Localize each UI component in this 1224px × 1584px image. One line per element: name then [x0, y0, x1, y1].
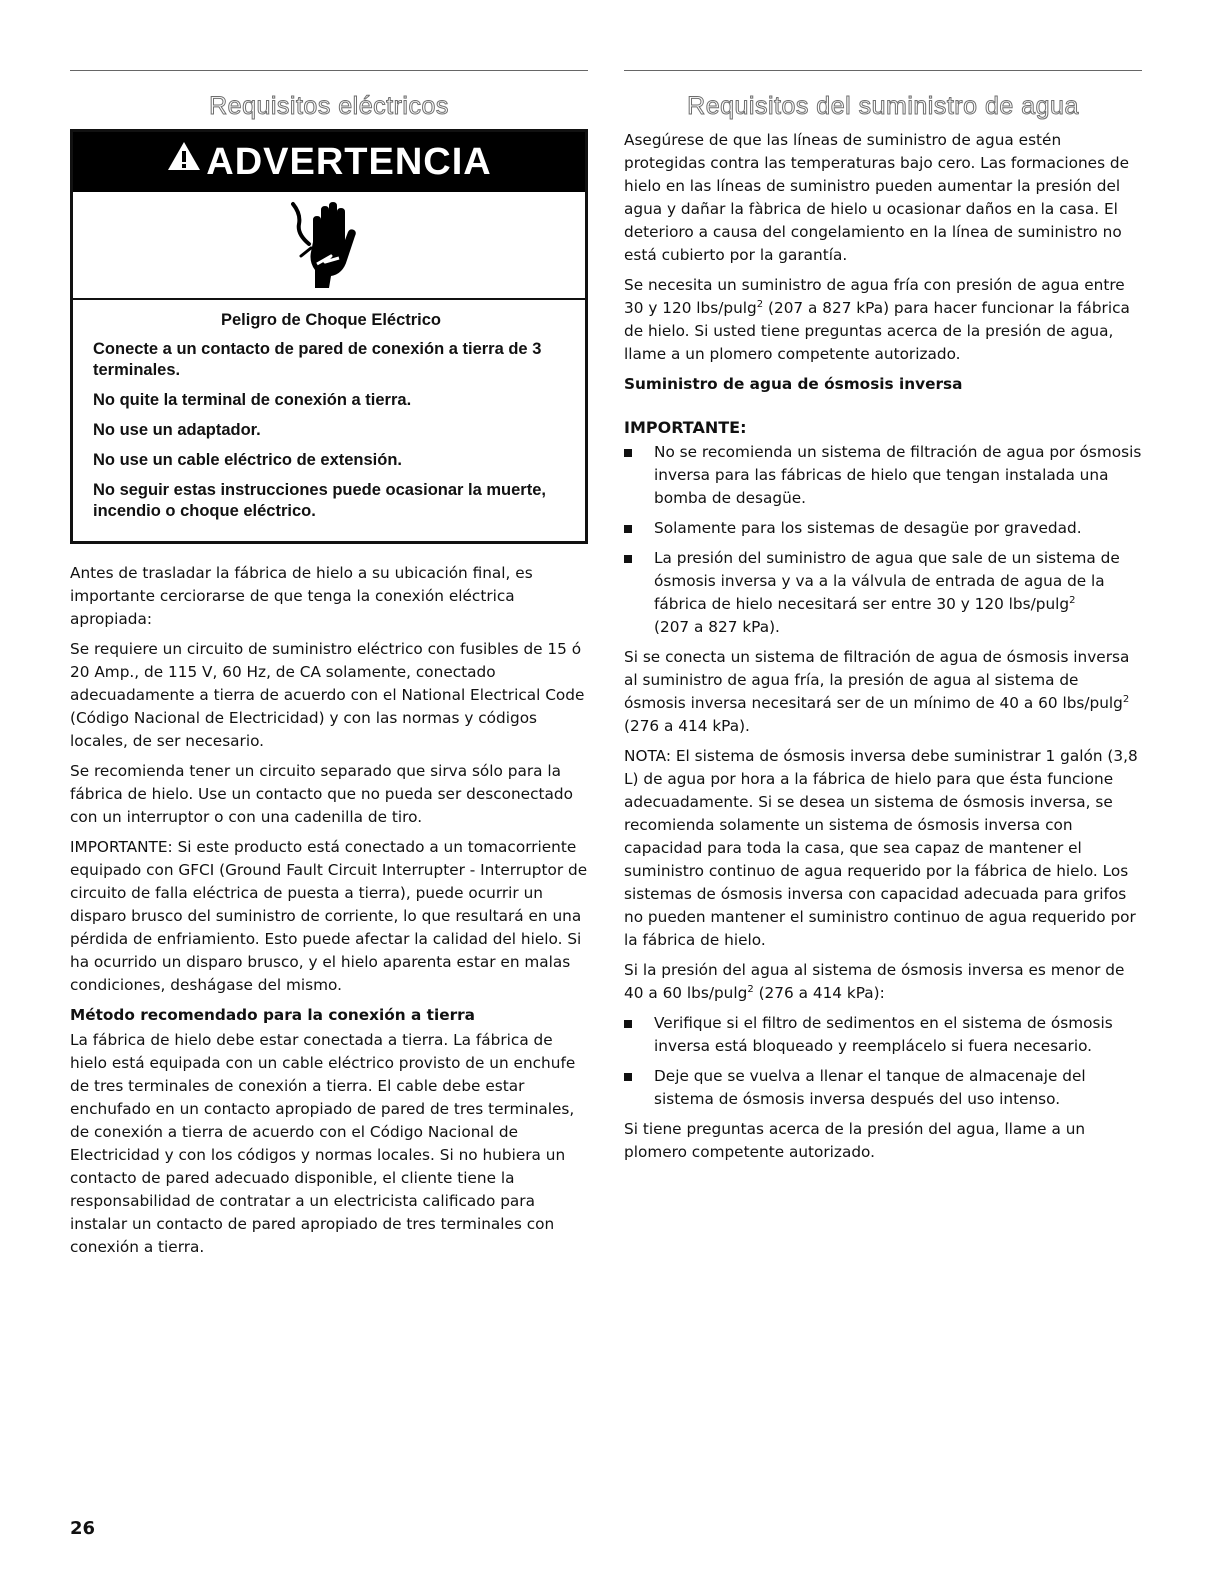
warning-body [73, 300, 585, 541]
paragraph [624, 646, 1142, 738]
list-item [624, 547, 1142, 639]
important-heading: IMPORTANTE: [624, 418, 747, 437]
left-column [70, 70, 588, 1266]
paragraph: Asegúrese de que las líneas de suministro de agua estén protegidas contra las temperaturas bajo cero. Las formaciones de hielo en las líneas de suministro pueden aumentar la presión del agua y dañar la fàbrica de hielo u ocasionar daños en la casa. El deterioro a causa del congelamiento en la línea de suministro no está cubierto por la garantía. [624, 131, 1130, 264]
superscript: 2 [1122, 693, 1130, 705]
ground-method-heading: Método recomendado para la conexión a tierra [70, 1006, 475, 1024]
warning-triangle-icon [166, 130, 202, 190]
reverse-osmosis-heading: Suministro de agua de ósmosis inversa [624, 375, 963, 393]
warning-title: Peligro de Choque Eléctrico [220, 311, 442, 329]
list-item [624, 441, 1142, 510]
text-span: (207 a 827 kPa) para hacer funcionar la fábrica de hielo. Si usted tiene preguntas acerca de la presión de agua, llame a un plomero competente autorizado. [624, 299, 1130, 363]
warning-line: No use un adaptador. [93, 421, 261, 439]
list-item-text: (207 a 827 kPa). [654, 618, 780, 636]
warning-box [70, 129, 588, 544]
paragraph [624, 959, 1142, 1005]
right-column [624, 70, 1142, 1171]
important-text: Si este producto está conectado a un tomacorriente equipado con GFCI (Ground Fault Circuit Interrupter - Interruptor de circuito de falla eléctrica de puesta a tierra), puede ocurrir un disparo brusco del suministro de corriente, lo que resultará en una pérdida de enfriamiento. Esto puede afectar la calidad del hielo. Si ha ocurrido un disparo brusco, y el hielo aparenta estar en malas condiciones, deshágase del mismo. [70, 838, 588, 994]
superscript: 2 [1069, 594, 1076, 606]
paragraph: Se recomienda tener un circuito separado que sirva sólo para la fábrica de hielo. Use un contacto que no pueda ser desconectado con un interruptor o con una cadenilla de tiro. [70, 762, 573, 826]
text-span: Si se conecta un sistema de filtración de agua de ósmosis inversa al suministro de agua fría, la presión de agua al sistema de ósmosis inversa necesitará ser de un mínimo de 40 a 60 lbs/pulg [624, 648, 1130, 712]
warning-line: Conecte a un contacto de pared de conexión a tierra de 3 terminales. [93, 340, 542, 379]
section-title-water-supply: Requisitos del suministro de agua [687, 92, 1079, 120]
paragraph: Si tiene preguntas acerca de la presión del agua, llame a un plomero competente autorizado. [624, 1120, 1086, 1161]
paragraph-important [70, 836, 588, 997]
note-text: El sistema de ósmosis inversa debe suministrar 1 galón (3,8 L) de agua por hora a la fábrica de hielo para que ésta funcione adecuadamente. Si se desea un sistema de ósmosis inversa, se recomienda solamente un sistema de ósmosis inversa con capacidad para toda la casa, que sea capaz de mantener el suministro continuo de agua requerido por la fábrica de hielo. Los sistemas de ósmosis inversa con capacidad adecuada para grifos no pueden mantener el suministro continuo de agua requerido por la fábrica de hielo. [624, 747, 1138, 949]
section-title-electrical: Requisitos eléctricos [209, 92, 449, 120]
list-item-text: La presión del suministro de agua que sale de un sistema de ósmosis inversa y va a la válvula de entrada de agua de la fábrica de hielo necesitará ser entre 30 y 120 lbs/pulg [654, 549, 1120, 613]
text-span: Si la presión del agua al sistema de ósmosis inversa es menor de 40 a 60 lbs/pulg [624, 961, 1125, 1002]
list-item-text: Solamente para los sistemas de desagüe por gravedad. [654, 519, 1082, 537]
paragraph: Antes de trasladar la fábrica de hielo a su ubicación final, es importante cerciorarse de que tenga la conexión eléctrica apropiada: [70, 564, 533, 628]
list-item [624, 1012, 1142, 1058]
square-bullet-icon [624, 525, 632, 533]
warning-line: No use un cable eléctrico de extensión. [93, 451, 403, 469]
list-item-text: No se recomienda un sistema de filtración de agua por ósmosis inversa para las fábricas de hielo que tengan instalada una bomba de desagüe. [654, 443, 1142, 507]
superscript: 2 [747, 983, 754, 995]
square-bullet-icon [624, 1020, 632, 1028]
text-span: (276 a 414 kPa): [753, 984, 885, 1002]
important-list [624, 441, 1142, 639]
superscript: 2 [756, 298, 764, 310]
electric-shock-hand-icon [291, 200, 367, 290]
top-rule [70, 70, 588, 71]
text-span: (276 a 414 kPa). [624, 717, 750, 735]
paragraph [624, 274, 1142, 366]
list-item-text: Deje que se vuelva a llenar el tanque de almacenaje del sistema de ósmosis inversa después del uso intenso. [654, 1067, 1086, 1108]
square-bullet-icon [624, 1073, 632, 1081]
top-rule [624, 70, 1142, 71]
paragraph: La fábrica de hielo debe estar conectada a tierra. La fábrica de hielo está equipada con un cable eléctrico provisto de un enchufe de tres terminales de conexión a tierra. El cable debe estar enchufado en un contacto apropiado de pared de tres terminales, de conexión a tierra de acuerdo con el Código Nacional de Electricidad y con los códigos y normas locales. Si no hubiera un contacto de pared adecuado disponible, el cliente tiene la responsabilidad de contratar a un electricista calificado para instalar un contacto de pared apropiado de tres terminales con conexión a tierra. [70, 1031, 576, 1256]
warning-icon-area [73, 192, 585, 300]
note-label: NOTA: [624, 747, 671, 765]
warning-header-text: ADVERTENCIA [206, 141, 492, 183]
pressure-list [624, 1012, 1142, 1111]
important-label: IMPORTANTE: [70, 838, 173, 856]
text-span: Se necesita un suministro de agua fría con presión de agua entre 30 y 120 lbs/pulg [624, 276, 1125, 317]
list-item-text: Verifique si el filtro de sedimentos en el sistema de ósmosis inversa está bloqueado y reemplácelo si fuera necesario. [654, 1014, 1113, 1055]
paragraph-note [624, 745, 1142, 952]
warning-line: No seguir estas instrucciones puede ocasionar la muerte, incendio o choque eléctrico. [93, 481, 546, 520]
square-bullet-icon [624, 449, 632, 457]
list-item [624, 1065, 1142, 1111]
paragraph: Se requiere un circuito de suministro eléctrico con fusibles de 15 ó 20 Amp., de 115 V, 60 Hz, de CA solamente, conectado adecuadamente a tierra de acuerdo con el National Electrical Code (Código Nacional de Electricidad) y con las normas y códigos locales, de ser necesario. [70, 640, 585, 750]
page-number: 26 [70, 1518, 96, 1539]
warning-header [73, 132, 585, 192]
square-bullet-icon [624, 555, 632, 563]
warning-line: No quite la terminal de conexión a tierra. [93, 391, 412, 409]
list-item [624, 517, 1142, 540]
